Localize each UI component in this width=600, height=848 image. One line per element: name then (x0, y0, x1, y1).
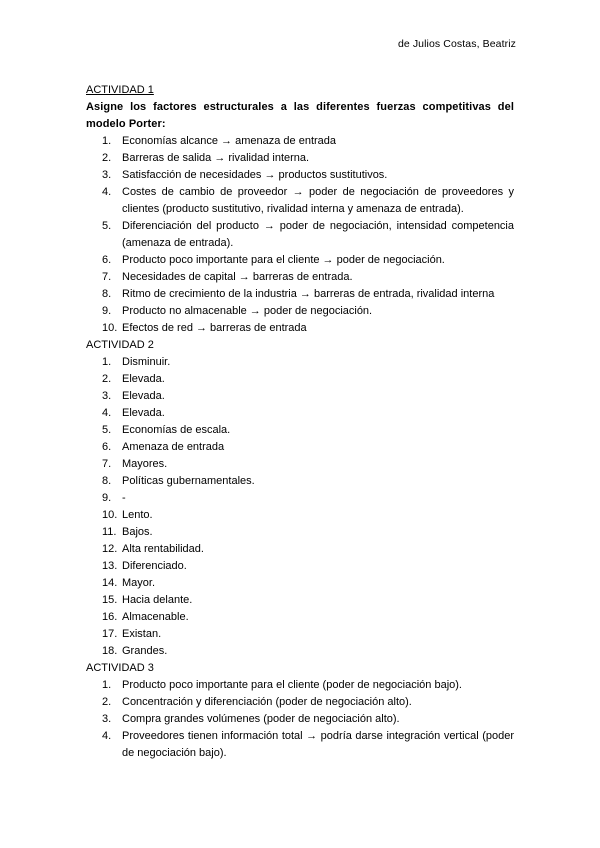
list-item-number: 5. (102, 424, 112, 436)
list-item (86, 473, 514, 490)
list-item-number: 6. (102, 441, 112, 453)
list-item (86, 269, 514, 286)
list-item-number: 6. (102, 254, 112, 266)
list-item-number: 10. (102, 509, 118, 521)
list-item-text: Producto no almacenable → poder de negociación. (122, 305, 373, 317)
actividad-1-list (86, 133, 514, 337)
actividad-1-prompt: Asigne los factores estructurales a las diferentes fuerzas competitivas del modelo Porter: (86, 101, 514, 130)
list-item (86, 252, 514, 269)
list-item-number: 4. (102, 186, 112, 198)
list-item (86, 439, 514, 456)
list-item-text: Producto poco importante para el cliente → poder de negociación. (122, 254, 445, 266)
list-item-text: Proveedores tienen información total → podría darse integración vertical (poder de negociación bajo). (122, 730, 514, 759)
list-item-number: 4. (102, 730, 112, 742)
list-item-number: 2. (102, 373, 112, 385)
list-item (86, 184, 514, 218)
list-item (86, 711, 514, 728)
list-item-text: Elevada. (122, 373, 165, 385)
list-item (86, 456, 514, 473)
list-item-text: Concentración y diferenciación (poder de negociación alto). (122, 696, 412, 708)
list-item (86, 575, 514, 592)
list-item-number: 9. (102, 492, 112, 504)
list-item-number: 11. (102, 526, 117, 538)
list-item (86, 388, 514, 405)
list-item (86, 354, 514, 371)
list-item-number: 13. (102, 560, 118, 572)
list-item-text: Bajos. (122, 526, 153, 538)
list-item (86, 524, 514, 541)
list-item-text: Necesidades de capital → barreras de entrada. (122, 271, 353, 283)
list-item-text: Barreras de salida → rivalidad interna. (122, 152, 310, 164)
list-item-number: 14. (102, 577, 118, 589)
list-item-text: Elevada. (122, 407, 165, 419)
list-item-text: Satisfacción de necesidades → productos sustitutivos. (122, 169, 388, 181)
list-item (86, 728, 514, 762)
list-item (86, 592, 514, 609)
actividad-1-title: ACTIVIDAD 1 (86, 84, 154, 96)
list-item (86, 507, 514, 524)
list-item-text: Grandes. (122, 645, 168, 657)
actividad-2-title: ACTIVIDAD 2 (86, 339, 154, 351)
list-item-text: Políticas gubernamentales. (122, 475, 255, 487)
list-item-number: 2. (102, 152, 112, 164)
list-item (86, 609, 514, 626)
list-item (86, 490, 514, 507)
list-item (86, 677, 514, 694)
actividad-3-title: ACTIVIDAD 3 (86, 662, 154, 674)
list-item-number: 18. (102, 645, 118, 657)
list-item-text: Economías alcance → amenaza de entrada (122, 135, 337, 147)
list-item (86, 167, 514, 184)
list-item (86, 150, 514, 167)
list-item (86, 643, 514, 660)
list-item-text: Elevada. (122, 390, 165, 402)
list-item-text: Lento. (122, 509, 153, 521)
list-item-text: Almacenable. (122, 611, 189, 623)
list-item-text: Economías de escala. (122, 424, 231, 436)
list-item (86, 558, 514, 575)
list-item (86, 320, 514, 337)
list-item-text: Mayor. (122, 577, 156, 589)
list-item (86, 626, 514, 643)
list-item-number: 8. (102, 475, 112, 487)
list-item (86, 303, 514, 320)
list-item (86, 218, 514, 252)
list-item (86, 286, 514, 303)
list-item-number: 12. (102, 543, 118, 555)
list-item-text: Compra grandes volúmenes (poder de negociación alto). (122, 713, 400, 725)
list-item-number: 16. (102, 611, 118, 623)
list-item-text: Mayores. (122, 458, 168, 470)
list-item-number: 17. (102, 628, 118, 640)
actividad-3-list (86, 677, 514, 762)
list-item-text: Producto poco importante para el cliente (poder de negociación bajo). (122, 679, 462, 691)
list-item-number: 5. (102, 220, 112, 232)
list-item-text: Hacia delante. (122, 594, 193, 606)
list-item-text: Diferenciación del producto → poder de negociación, intensidad competencia (amenaza de entrada). (122, 220, 514, 249)
list-item-number: 9. (102, 305, 112, 317)
list-item (86, 422, 514, 439)
list-item-text: Costes de cambio de proveedor → poder de negociación de proveedores y clientes (producto sustitutivo, rivalidad interna y amenaza de entrada). (122, 186, 514, 215)
list-item (86, 541, 514, 558)
list-item-number: 1. (102, 135, 112, 147)
list-item-number: 7. (102, 271, 112, 283)
list-item (86, 133, 514, 150)
list-item-text: Existan. (122, 628, 162, 640)
list-item-number: 3. (102, 169, 112, 181)
list-item (86, 371, 514, 388)
list-item-text: Amenaza de entrada (122, 441, 225, 453)
list-item-number: 15. (102, 594, 118, 606)
list-item-text: Ritmo de crecimiento de la industria → barreras de entrada, rivalidad interna (122, 288, 495, 300)
list-item-number: 7. (102, 458, 112, 470)
list-item-number: 10. (102, 322, 118, 334)
list-item-number: 2. (102, 696, 112, 708)
document-body (86, 82, 514, 762)
list-item (86, 694, 514, 711)
list-item (86, 405, 514, 422)
list-item-text: Disminuir. (122, 356, 171, 368)
list-item-number: 3. (102, 713, 112, 725)
list-item-text: - (122, 492, 126, 504)
list-item-number: 8. (102, 288, 112, 300)
list-item-number: 1. (102, 356, 112, 368)
list-item-number: 4. (102, 407, 112, 419)
actividad-2-list (86, 354, 514, 660)
author-header: de Julios Costas, Beatriz (397, 38, 516, 50)
list-item-text: Diferenciado. (122, 560, 187, 572)
list-item-number: 3. (102, 390, 112, 402)
list-item-number: 1. (102, 679, 112, 691)
list-item-text: Alta rentabilidad. (122, 543, 204, 555)
list-item-text: Efectos de red → barreras de entrada (122, 322, 307, 334)
